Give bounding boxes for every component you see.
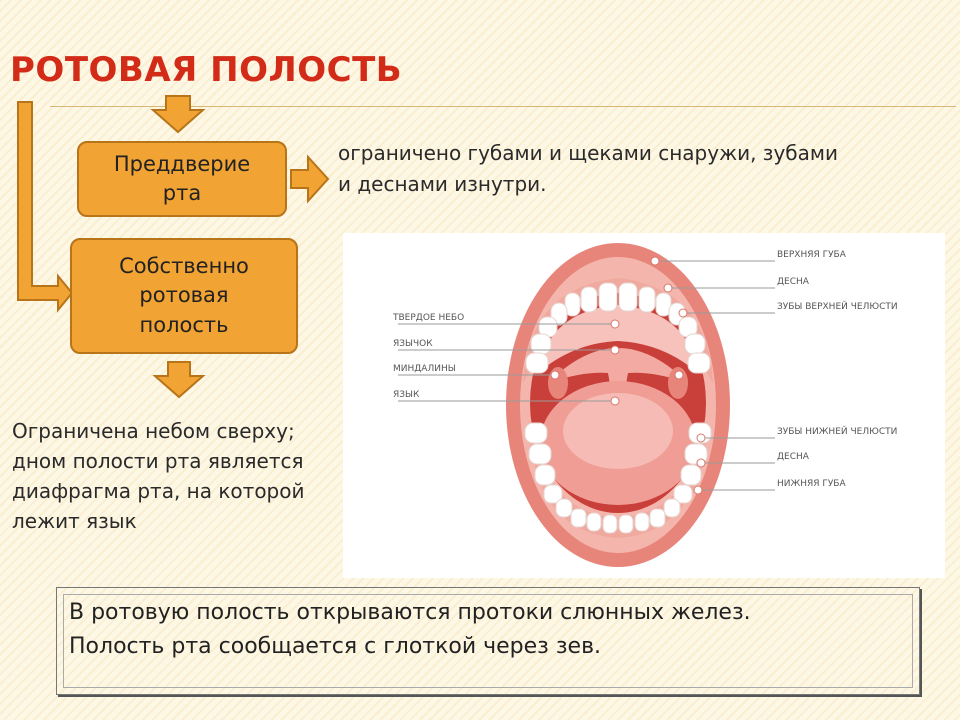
tongue-highlight — [563, 393, 673, 469]
mouth-illustration — [343, 233, 945, 578]
proper-description-line4: лежит язык — [12, 509, 137, 533]
vestibule-box-line1: Преддверие — [113, 151, 251, 176]
label-lower-lip: НИЖНЯЯ ГУБА — [777, 479, 846, 489]
proper-description-line3: диафрагма рта, на которой — [12, 479, 305, 503]
label-gum-upper: ДЕСНА — [777, 277, 809, 287]
label-lower-teeth: ЗУБЫ НИЖНЕЙ ЧЕЛЮСТИ — [777, 427, 898, 437]
proper-description-line1: Ограничена небом сверху; — [12, 419, 295, 443]
label-upper-teeth: ЗУБЫ ВЕРХНЕЙ ЧЕЛЮСТИ — [777, 302, 898, 312]
proper-description-line2: дном полости рта является — [12, 449, 304, 473]
vestibule-description-line2: и деснами изнутри. — [338, 172, 547, 196]
vestibule-box-line2: рта — [162, 181, 202, 205]
vestibule-box — [77, 141, 287, 217]
info-note-box — [56, 587, 920, 695]
down-arrow-bottom — [155, 362, 203, 397]
label-gum-lower: ДЕСНА — [777, 452, 809, 462]
proper-box-line1: Собственно — [119, 253, 249, 278]
mouth-diagram — [343, 233, 945, 578]
oral-cavity-proper-box — [70, 238, 298, 354]
vestibule-description-line1: ограничено губами и щеками снаружи, зубами — [338, 141, 838, 165]
note-line-2: Полость рта сообщается с глоткой через зев. — [69, 634, 602, 660]
label-tonsils: МИНДАЛИНЫ — [393, 364, 456, 374]
proper-description — [12, 416, 362, 536]
vestibule-description — [338, 138, 948, 200]
right-arrow-vestibule — [291, 157, 328, 201]
label-hard-palate: ТВЕРДОЕ НЕБО — [393, 313, 465, 323]
down-arrow-top — [153, 96, 203, 132]
label-uvula: ЯЗЫЧОК — [393, 339, 433, 349]
proper-box-line2: ротовая — [139, 283, 229, 308]
label-tongue: ЯЗЫК — [393, 390, 420, 400]
note-line-1: В ротовую полость открываются протоки слюнных желез. — [69, 600, 751, 625]
proper-box-line3: полость — [139, 312, 229, 337]
label-upper-lip: ВЕРХНЯЯ ГУБА — [777, 250, 846, 260]
l-connector — [18, 102, 72, 310]
slide-title: РОТОВАЯ ПОЛОСТЬ — [10, 50, 403, 90]
